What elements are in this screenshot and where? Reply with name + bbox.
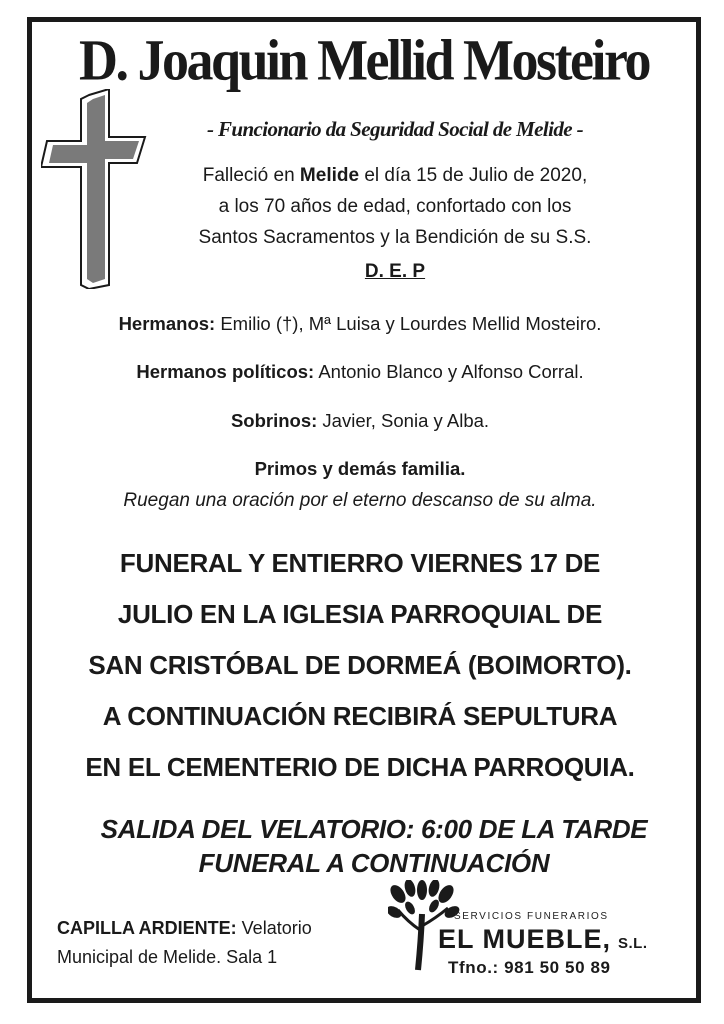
logo-phone: Tfno.: 981 50 50 89 xyxy=(448,958,611,977)
death-announcement xyxy=(150,160,640,253)
death-place: Melide xyxy=(299,165,360,186)
ceremony-details xyxy=(40,538,680,793)
ceremony-line-4: A CONTINUACIÓN RECIBIRÁ SEPULTURA xyxy=(102,701,618,731)
family-politicos: Hermanos políticos: Antonio Blanco y Alfonso Corral. xyxy=(136,361,584,382)
ceremony-line-1: FUNERAL Y ENTIERRO VIERNES 17 DE xyxy=(119,548,601,578)
death-line-1: Falleció en Melide el día 15 de Julio de 2020, xyxy=(202,165,588,186)
capilla-label: CAPILLA ARDIENTE: xyxy=(57,918,237,938)
capilla-line-1: CAPILLA ARDIENTE: Velatorio xyxy=(57,918,312,938)
salida-line-1: SALIDA DEL VELATORIO: 6:00 DE LA TARDE xyxy=(100,814,648,844)
family-primos: Primos y demás familia. xyxy=(254,458,466,479)
departure-info xyxy=(34,812,714,880)
salida-line-2: FUNERAL A CONTINUACIÓN xyxy=(198,848,550,878)
prayer-line: Ruegan una oración por el eterno descanso de su alma. xyxy=(123,490,597,511)
funeral-home-logo xyxy=(388,880,688,980)
logo-company-name: EL MUEBLE, xyxy=(438,924,612,954)
death-line-2: a los 70 años de edad, confortado con los xyxy=(218,196,572,217)
logo-company-suffix: S.L. xyxy=(618,935,648,952)
sobrinos-label: Sobrinos: xyxy=(230,410,318,431)
death-line-3: Santos Sacramentos y la Bendición de su S.S. xyxy=(198,227,592,248)
family-hermanos: Hermanos: Emilio (†), Mª Luisa y Lourdes Mellid Mosteiro. xyxy=(118,313,602,334)
ceremony-line-5: EN EL CEMENTERIO DE DICHA PARROQUIA. xyxy=(85,752,635,782)
capilla-line-2: Municipal de Melide. Sala 1 xyxy=(57,947,278,967)
ceremony-line-2: JULIO EN LA IGLESIA PARROQUIAL DE xyxy=(117,599,603,629)
cross-icon xyxy=(41,89,147,289)
deceased-name: D. Joaquin Mellid Mosteiro xyxy=(78,27,649,93)
politicos-label: Hermanos políticos: xyxy=(136,361,315,382)
hermanos-label: Hermanos: xyxy=(118,313,216,334)
occupation-line: - Funcionario da Seguridad Social de Melide - xyxy=(206,117,584,141)
family-sobrinos: Sobrinos: Javier, Sonia y Alba. xyxy=(230,410,490,431)
logo-subtitle: SERVICIOS FUNERARIOS xyxy=(454,911,609,922)
ceremony-line-3: SAN CRISTÓBAL DE DORMEÁ (BOIMORTO). xyxy=(88,650,632,680)
dep-heading: D. E. P xyxy=(364,261,426,282)
chapel-info xyxy=(57,914,377,972)
